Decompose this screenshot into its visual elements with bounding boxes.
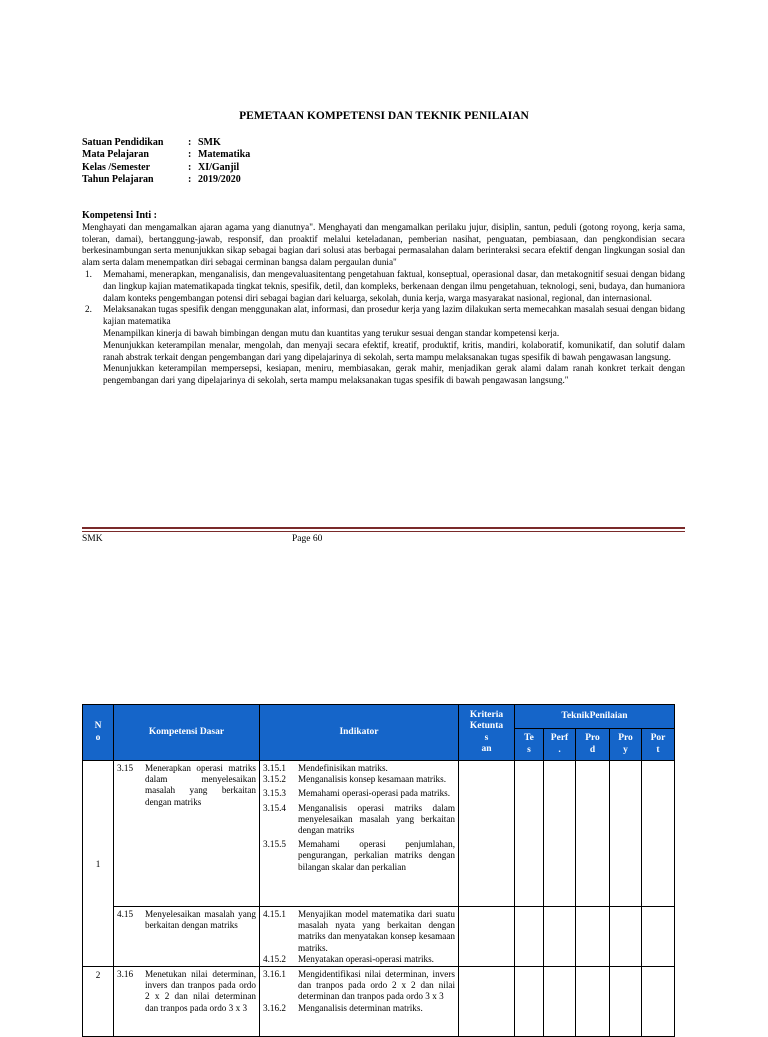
ind-text: Memahami operasi-operasi pada matriks. <box>298 788 451 799</box>
kompetensi-inti-sub-2: Menunjukkan keterampilan menalar, mengolah, dan menyaji secara efektif, kreatif, produktif, kritis, mandiri, kolaboratif, komunikatif, dan solutif dalam ranah abstrak terkait dengan pengembangan dari yang dipelajarinya di sekolah, serta mampu melaksanakan tugas spesifik di bawah pengawasan langsung. <box>103 339 685 362</box>
portofolio-cell <box>642 907 675 967</box>
document-meta <box>82 137 250 187</box>
competency-table <box>82 704 675 1037</box>
meta-label: Mata Pelajaran <box>82 149 149 161</box>
header-no: N o <box>83 705 114 761</box>
kriteria-cell <box>459 761 515 907</box>
kd-cell <box>114 907 260 967</box>
kd-code: 3.16 <box>117 969 134 980</box>
meta-colon: : <box>188 161 192 173</box>
meta-colon: : <box>188 137 192 148</box>
meta-row-tahun <box>82 174 250 186</box>
proyek-cell <box>610 967 642 1037</box>
kd-cell <box>114 967 260 1037</box>
kompetensi-inti-item-2 <box>82 304 685 328</box>
kompetensi-inti-section <box>82 210 685 387</box>
portofolio-cell <box>642 761 675 907</box>
ind-code: 3.16.1 <box>263 969 286 980</box>
indikator-cell <box>260 907 459 967</box>
proyek-cell <box>610 907 642 967</box>
meta-value: Matematika <box>198 149 251 161</box>
kompetensi-inti-intro: Menghayati dan mengamalkan ajaran agama yang dianutnya". Menghayati dan mengamalkan perilaku jujur, disiplin, santun, peduli (gotong royong, kerja sama, toleran, damai), bertanggung-jawab, responsif, dan proaktif melalui keteladanan, pemberian nasihat, penguatan, pembiasaan, dan pengkondisian secara berkesinambungan serta menunjukkan sikap sebagai bagian dari solusi atas berbagai permasalahan dalam berinteraksi secara efektif dengan lingkungan sosial dan alam serta dalam menempatkan diri sebagai cerminan bangsa dalam pergaulan dunia" <box>82 221 685 268</box>
meta-value: XI/Ganjil <box>198 161 240 173</box>
ind-code: 3.15.5 <box>263 839 286 850</box>
kd-code: 3.15 <box>117 763 134 773</box>
list-item-text: Melaksanakan tugas spesifik dengan menggunakan alat, informasi, dan prosedur kerja yang lazim dilakukan serta memecahkan masalah sesuai dengan bidang kajian matematika <box>103 304 685 327</box>
indikator-cell <box>260 761 459 907</box>
meta-value: 2019/2020 <box>198 174 241 186</box>
ind-code: 3.15.1 <box>263 763 286 773</box>
header-tes: Te s <box>515 729 544 761</box>
kd-text: Menetukan nilai determinan, invers dan tranpos pada ordo 2 x 2 dan nilai determinan dan tranpos pada ordo 3 x 3 <box>145 969 256 1013</box>
kriteria-cell <box>459 967 515 1037</box>
header-performance: Perf . <box>544 729 576 761</box>
tes-cell <box>515 907 544 967</box>
portofolio-cell <box>642 967 675 1037</box>
row-number: 2 <box>83 967 114 1037</box>
performance-cell <box>544 967 576 1037</box>
tes-cell <box>515 967 544 1037</box>
meta-row-kelas <box>82 162 250 174</box>
ind-text: Mengidentifikasi nilai determinan, invers dan tranpos pada ordo 2 x 2 dan nilai determinan dan tranpos pada ordo 3 x 3 <box>298 969 455 1002</box>
ind-text: Mendefinisikan matriks. <box>298 763 388 773</box>
ind-text: Menganalisis operasi matriks dalam menyelesaikan masalah yang berkaitan dengan matriks <box>298 802 455 836</box>
ind-code: 3.15.3 <box>263 788 286 799</box>
meta-colon: : <box>188 149 192 161</box>
ind-text: Menganalisis konsep kesamaan matriks. <box>298 774 446 785</box>
page-title: PEMETAAN KOMPETENSI DAN TEKNIK PENILAIAN <box>239 110 529 122</box>
header-indikator: Indikator <box>260 705 459 761</box>
kriteria-cell <box>459 907 515 967</box>
header-kriteria: Kriteria Ketunta s an <box>459 705 515 761</box>
performance-cell <box>544 761 576 907</box>
ind-text: Menyajikan model matematika dari suatu masalah nyata yang berkaitan dengan matriks dan menyatakan konsep kesamaan matriks. <box>298 909 455 953</box>
ind-code: 4.15.2 <box>263 953 286 964</box>
proyek-cell <box>610 761 642 907</box>
performance-cell <box>544 907 576 967</box>
list-number: 1. <box>85 268 92 279</box>
kd-text: Menerapkan operasi matriks dalam menyelesaikan masalah yang berkaitan dengan matriks <box>145 763 256 807</box>
meta-row-mapel <box>82 149 250 161</box>
footer-school: SMK <box>82 534 103 544</box>
produk-cell <box>576 967 610 1037</box>
produk-cell <box>576 907 610 967</box>
kompetensi-inti-item-1 <box>82 269 685 304</box>
kd-text: Menyelesaikan masalah yang berkaitan dengan matriks <box>145 909 256 931</box>
ind-text: Menyatakan operasi-operasi matriks. <box>298 953 434 964</box>
footer-divider <box>82 527 685 529</box>
header-teknik-penilaian: TeknikPenilaian <box>515 705 675 729</box>
header-kompetensi-dasar: Kompetensi Dasar <box>114 705 260 761</box>
header-proyek: Pro y <box>610 729 642 761</box>
kompetensi-inti-list <box>82 269 685 387</box>
meta-label: Satuan Pendidikan <box>82 137 164 148</box>
ind-text: Memahami operasi penjumlahan, pengurangan, perkalian matriks dengan bilangan skalar dan perkalian <box>298 839 455 872</box>
table-row <box>83 967 675 1037</box>
footer-divider-thin <box>82 531 685 532</box>
ind-text: Menganalisis determinan matriks. <box>298 1002 423 1013</box>
meta-value: SMK <box>198 137 221 148</box>
row-number: 1 <box>83 761 114 967</box>
kd-code: 4.15 <box>117 909 134 919</box>
ind-code: 3.16.2 <box>263 1002 286 1013</box>
ind-code: 3.15.4 <box>263 802 286 813</box>
ind-code: 3.15.2 <box>263 774 286 785</box>
kompetensi-inti-sub-1: Menampilkan kinerja di bawah bimbingan dengan mutu dan kuantitas yang terukur sesuai dengan standar kompetensi kerja. <box>103 327 560 338</box>
kompetensi-inti-sub-3: Menunjukkan keterampilan mempersepsi, kesiapan, meniru, membiasakan, gerak mahir, menjadikan gerak alami dalam ranah konkret terkait dengan pengembangan dari yang dipelajarinya di sekolah, serta mampu melaksanakan tugas spesifik di bawah pengawasan langsung." <box>103 363 685 386</box>
meta-colon: : <box>188 174 192 186</box>
tes-cell <box>515 761 544 907</box>
header-portofolio: Por t <box>642 729 675 761</box>
table-row <box>83 907 675 967</box>
ind-code: 4.15.1 <box>263 909 286 919</box>
list-number: 2. <box>85 304 92 315</box>
meta-label: Kelas /Semester <box>82 161 151 173</box>
table-row <box>83 761 675 907</box>
meta-row-satuan <box>82 137 250 149</box>
indikator-cell <box>260 967 459 1037</box>
header-produk: Pro d <box>576 729 610 761</box>
produk-cell <box>576 761 610 907</box>
list-item-text: Memahami, menerapkan, menganalisis, dan mengevaluasitentang pengetahuan faktual, konseptual, operasional dasar, dan metakognitif sesuai dengan bidang dan lingkup kajian matematikapada tingkat teknis, spesifik, detil, dan kompleks, berkenaan dengan ilmu pengetahuan, teknologi, seni, budaya, dan humaniora dalam konteks pengembangan potensi diri sebagai bagian dari keluarga, sekolah, dunia kerja, warga masyarakat nasional, regional, dan internasional. <box>103 268 685 303</box>
meta-label: Tahun Pelajaran <box>82 174 154 186</box>
page-number: Page 60 <box>292 534 323 544</box>
kd-cell <box>114 761 260 907</box>
kompetensi-inti-heading: Kompetensi Inti : <box>82 210 157 221</box>
